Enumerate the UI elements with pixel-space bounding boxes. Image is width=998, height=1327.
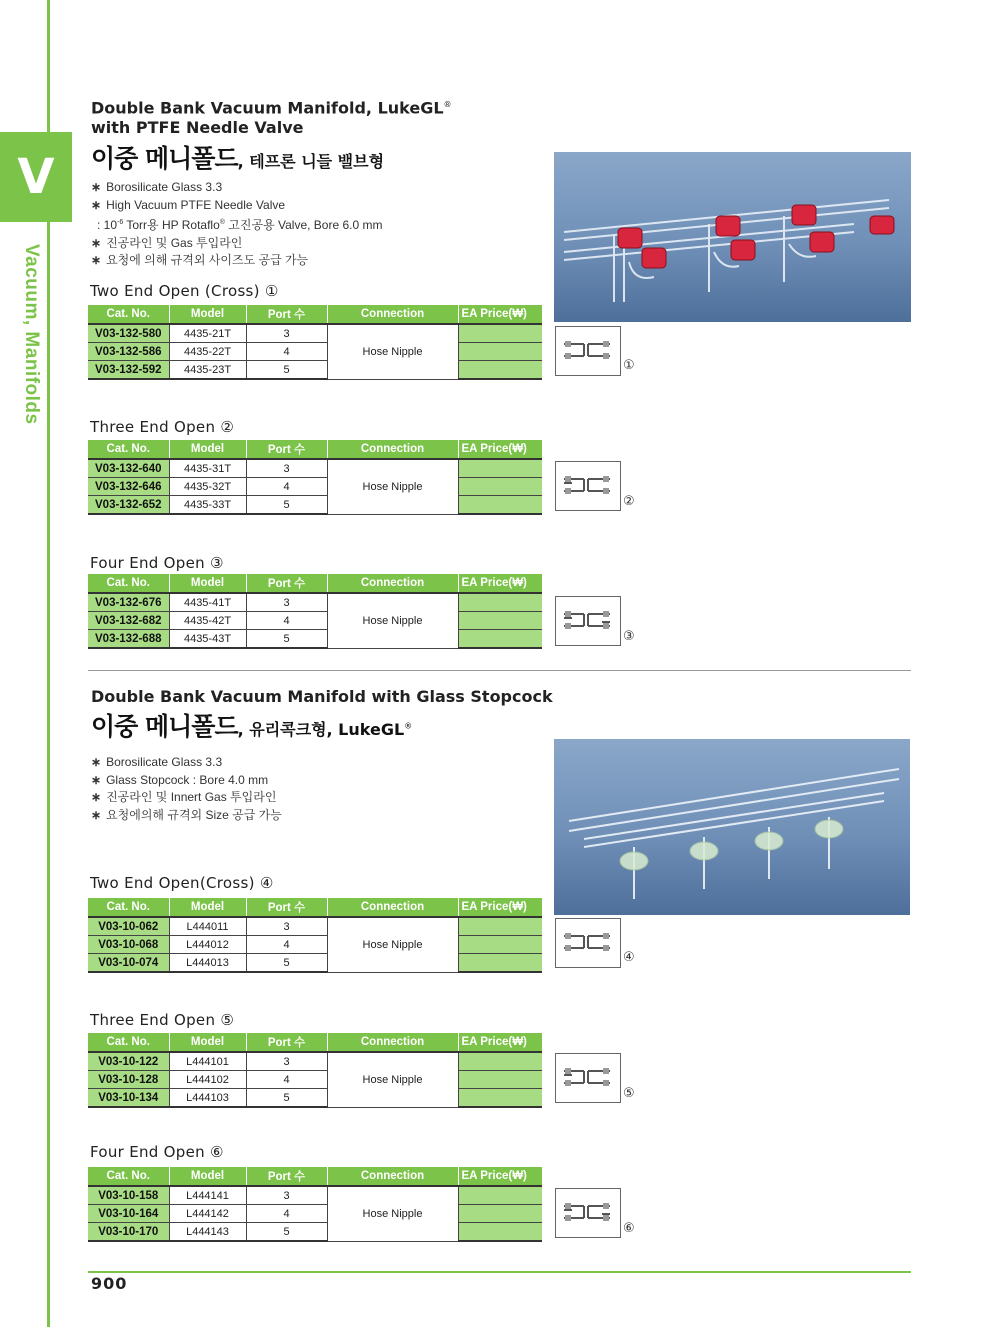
header-cat-no: Cat. No.: [88, 1167, 169, 1186]
cell-cat-no: V03-132-592: [88, 361, 169, 380]
cell-price: [458, 1071, 542, 1089]
header-port: Port 수: [246, 1167, 327, 1186]
nipple-end: [603, 1080, 609, 1086]
hose-fitting-icon: [560, 334, 616, 368]
header-connection: Connection: [327, 1033, 458, 1052]
registered-mark: ®: [219, 219, 225, 226]
spec-table: [88, 1167, 542, 1242]
cell-port: 4: [246, 1071, 327, 1089]
table-row: [88, 593, 542, 612]
cell-price: [458, 936, 542, 954]
cell-port: 5: [246, 954, 327, 973]
cell-price: [458, 361, 542, 380]
section2-korean-sub: , 유리콕크형, LukeGL: [237, 720, 405, 739]
cell-price: [458, 630, 542, 649]
bullet-subitem: [91, 214, 382, 235]
table-row: [88, 630, 542, 649]
figure-marker: ⑥: [623, 1221, 635, 1236]
cell-port: 5: [246, 496, 327, 515]
cell-port: 3: [246, 1186, 327, 1205]
cell-model: 4435-22T: [169, 343, 246, 361]
cell-cat-no: V03-10-068: [88, 936, 169, 954]
table-row: [88, 343, 542, 361]
header-model: Model: [169, 898, 246, 917]
figure-marker: ④: [623, 950, 635, 965]
cell-price: [458, 1223, 542, 1242]
fitting-thumbnail: [555, 918, 621, 968]
cell-model: L444013: [169, 954, 246, 973]
header-port: Port 수: [246, 574, 327, 593]
header-port: Port 수: [246, 440, 327, 459]
table-row: [88, 1186, 542, 1205]
header-model: Model: [169, 574, 246, 593]
figure-marker: ③: [623, 629, 635, 644]
section2-bullets: [91, 754, 282, 824]
footer-rule: [88, 1271, 911, 1273]
cell-port: 5: [246, 1223, 327, 1242]
cell-model: 4435-43T: [169, 630, 246, 649]
table-title: Three End Open ②: [90, 418, 235, 436]
header-price: EA Price(₩): [458, 440, 542, 459]
cell-price: [458, 343, 542, 361]
hose-fitting-icon: [560, 1196, 616, 1230]
cell-cat-no: V03-10-170: [88, 1223, 169, 1242]
cell-model: L444012: [169, 936, 246, 954]
cell-model: 4435-42T: [169, 612, 246, 630]
header-model: Model: [169, 440, 246, 459]
cell-port: 3: [246, 593, 327, 612]
table-row: [88, 936, 542, 954]
nipple-end: [565, 611, 571, 617]
cell-connection: Hose Nipple: [327, 1052, 458, 1107]
cell-port: 5: [246, 630, 327, 649]
cell-cat-no: V03-132-586: [88, 343, 169, 361]
cell-price: [458, 954, 542, 973]
header-price: EA Price(₩): [458, 898, 542, 917]
nipple-end: [565, 341, 571, 347]
nipple-end: [565, 1068, 571, 1074]
cell-model: L444101: [169, 1052, 246, 1071]
cell-price: [458, 917, 542, 936]
cell-model: L444102: [169, 1071, 246, 1089]
cell-port: 3: [246, 459, 327, 478]
table-row: [88, 612, 542, 630]
cell-cat-no: V03-132-580: [88, 324, 169, 343]
cell-port: 5: [246, 361, 327, 380]
cell-model: L444143: [169, 1223, 246, 1242]
cell-cat-no: V03-10-062: [88, 917, 169, 936]
page-number: 900: [91, 1274, 128, 1293]
cell-cat-no: V03-132-682: [88, 612, 169, 630]
chapter-tab: [0, 132, 72, 222]
header-price: EA Price(₩): [458, 574, 542, 593]
cell-price: [458, 496, 542, 515]
table-row: [88, 1071, 542, 1089]
bullet-item: ∗ Borosilicate Glass 3.3: [91, 179, 382, 197]
cell-price: [458, 478, 542, 496]
spec-table: [88, 1033, 542, 1108]
nipple-end: [565, 488, 571, 494]
section2-korean-main: 이중 메니폴드: [91, 712, 238, 741]
cell-connection: Hose Nipple: [327, 917, 458, 972]
section1-title-line2: with PTFE Needle Valve: [91, 118, 304, 138]
figure-marker: ⑤: [623, 1086, 635, 1101]
nipple-end: [603, 1068, 609, 1074]
hose-fitting-icon: [560, 604, 616, 638]
section1-title: [91, 95, 452, 138]
hose-fitting-icon: [560, 1061, 616, 1095]
nipple-end: [565, 623, 571, 629]
cell-price: [458, 459, 542, 478]
nipple-end: [565, 1080, 571, 1086]
nipple-end: [603, 1203, 609, 1209]
cell-model: L444103: [169, 1089, 246, 1108]
section1-korean-title: [91, 139, 384, 175]
fitting-thumbnail: [555, 326, 621, 376]
cell-model: 4435-33T: [169, 496, 246, 515]
chapter-vertical-label: Vacuum, Manifolds: [21, 244, 42, 425]
cell-price: [458, 1089, 542, 1108]
nipple-end: [603, 611, 609, 617]
registered-mark: ®: [443, 100, 452, 109]
cell-port: 4: [246, 1205, 327, 1223]
cell-model: 4435-32T: [169, 478, 246, 496]
section2-title: Double Bank Vacuum Manifold with Glass Stopcock: [91, 687, 553, 706]
spec-table: [88, 574, 542, 649]
bullet-item: ∗ 요청에 의해 규격외 사이즈도 공급 가능: [91, 252, 382, 270]
table-row: [88, 459, 542, 478]
nipple-end: [603, 488, 609, 494]
table-row: [88, 324, 542, 343]
cell-price: [458, 593, 542, 612]
table-row: [88, 1205, 542, 1223]
spec-table: [88, 898, 542, 973]
cell-port: 4: [246, 612, 327, 630]
table-row: [88, 496, 542, 515]
bullet-item: ∗ 진공라인 및 Innert Gas 투입라인: [91, 789, 282, 807]
header-cat-no: Cat. No.: [88, 305, 169, 324]
header-connection: Connection: [327, 1167, 458, 1186]
nipple-end: [565, 476, 571, 482]
cell-price: [458, 612, 542, 630]
header-price: EA Price(₩): [458, 1167, 542, 1186]
cell-cat-no: V03-132-646: [88, 478, 169, 496]
header-cat-no: Cat. No.: [88, 574, 169, 593]
cell-port: 4: [246, 343, 327, 361]
table-row: [88, 361, 542, 380]
cell-cat-no: V03-132-640: [88, 459, 169, 478]
fitting-thumbnail: [555, 461, 621, 511]
cell-port: 3: [246, 1052, 327, 1071]
sub-exponent: -6: [117, 219, 124, 226]
cell-price: [458, 1205, 542, 1223]
registered-mark: ®: [404, 721, 413, 731]
cell-connection: Hose Nipple: [327, 324, 458, 379]
cell-port: 3: [246, 324, 327, 343]
nipple-end: [603, 476, 609, 482]
header-port: Port 수: [246, 898, 327, 917]
nipple-end: [565, 933, 571, 939]
figure-marker: ①: [623, 358, 635, 373]
cell-port: 4: [246, 936, 327, 954]
chapter-letter: V: [17, 149, 55, 205]
spec-table: [88, 440, 542, 515]
cell-model: L444141: [169, 1186, 246, 1205]
cell-model: 4435-41T: [169, 593, 246, 612]
nipple-end: [603, 353, 609, 359]
cell-cat-no: V03-10-122: [88, 1052, 169, 1071]
section1-bullets: [91, 179, 382, 270]
table-title: Four End Open ⑥: [90, 1143, 224, 1161]
fitting-thumbnail: [555, 1188, 621, 1238]
table-row: [88, 1089, 542, 1108]
bullet-item: ∗ Glass Stopcock : Bore 4.0 mm: [91, 772, 282, 790]
cell-model: L444142: [169, 1205, 246, 1223]
cell-model: 4435-21T: [169, 324, 246, 343]
fitting-thumbnail: [555, 596, 621, 646]
cell-price: [458, 1186, 542, 1205]
bullet-item: ∗ Borosilicate Glass 3.3: [91, 754, 282, 772]
sub-suffix: 고진공용 Valve, Bore 6.0 mm: [224, 218, 383, 232]
cell-cat-no: V03-10-164: [88, 1205, 169, 1223]
header-connection: Connection: [327, 574, 458, 593]
nipple-end: [603, 623, 609, 629]
bullet-item: ∗ 요청에의해 규격외 Size 공급 가능: [91, 807, 282, 825]
nipple-end: [603, 341, 609, 347]
hose-fitting-icon: [560, 469, 616, 503]
bullet-item: ∗ High Vacuum PTFE Needle Valve: [91, 197, 382, 215]
section1-title-line1: Double Bank Vacuum Manifold, LukeGL: [91, 98, 444, 118]
header-model: Model: [169, 1167, 246, 1186]
table-row: [88, 917, 542, 936]
cell-price: [458, 324, 542, 343]
section1-korean-main: 이중 메니폴드: [91, 144, 238, 173]
header-price: EA Price(₩): [458, 305, 542, 324]
cell-connection: Hose Nipple: [327, 1186, 458, 1241]
manifold-glass-stopcock-illustration: [554, 739, 910, 915]
table-row: [88, 1052, 542, 1071]
header-cat-no: Cat. No.: [88, 440, 169, 459]
manifold-red-valve-illustration: [554, 152, 911, 322]
product-photo-glass-stopcock: [554, 739, 910, 915]
nipple-end: [603, 945, 609, 951]
product-photo-needle-valve: [554, 152, 911, 322]
cell-port: 5: [246, 1089, 327, 1108]
header-cat-no: Cat. No.: [88, 1033, 169, 1052]
cell-port: 3: [246, 917, 327, 936]
nipple-end: [565, 1215, 571, 1221]
bullet-item: ∗ 진공라인 및 Gas 투입라인: [91, 235, 382, 253]
cell-cat-no: V03-132-652: [88, 496, 169, 515]
section2-korean-title: [91, 707, 412, 743]
cell-model: L444011: [169, 917, 246, 936]
table-row: [88, 1223, 542, 1242]
nipple-end: [565, 945, 571, 951]
header-model: Model: [169, 1033, 246, 1052]
header-port: Port 수: [246, 305, 327, 324]
spec-table: [88, 305, 542, 380]
table-title: Two End Open(Cross) ④: [90, 874, 274, 892]
sub-prefix: : 10: [97, 218, 118, 232]
sub-mid: Torr용 HP Rotaflo: [123, 218, 220, 232]
section-divider: [88, 670, 911, 671]
cell-cat-no: V03-10-074: [88, 954, 169, 973]
table-row: [88, 954, 542, 973]
table-title: Four End Open ③: [90, 554, 224, 572]
fitting-thumbnail: [555, 1053, 621, 1103]
cell-cat-no: V03-132-676: [88, 593, 169, 612]
nipple-end: [565, 1203, 571, 1209]
cell-model: 4435-31T: [169, 459, 246, 478]
table-title: Two End Open (Cross) ①: [90, 282, 279, 300]
cell-cat-no: V03-10-128: [88, 1071, 169, 1089]
header-price: EA Price(₩): [458, 1033, 542, 1052]
nipple-end: [565, 353, 571, 359]
cell-cat-no: V03-10-134: [88, 1089, 169, 1108]
hose-fitting-icon: [560, 926, 616, 960]
section1-korean-sub: , 테프론 니들 밸브형: [237, 152, 385, 171]
figure-marker: ②: [623, 494, 635, 509]
cell-cat-no: V03-10-158: [88, 1186, 169, 1205]
nipple-end: [603, 933, 609, 939]
cell-connection: Hose Nipple: [327, 459, 458, 514]
header-connection: Connection: [327, 305, 458, 324]
table-row: [88, 478, 542, 496]
nipple-end: [603, 1215, 609, 1221]
cell-cat-no: V03-132-688: [88, 630, 169, 649]
cell-price: [458, 1052, 542, 1071]
header-connection: Connection: [327, 898, 458, 917]
cell-port: 4: [246, 478, 327, 496]
header-port: Port 수: [246, 1033, 327, 1052]
cell-model: 4435-23T: [169, 361, 246, 380]
header-connection: Connection: [327, 440, 458, 459]
table-title: Three End Open ⑤: [90, 1011, 235, 1029]
header-cat-no: Cat. No.: [88, 898, 169, 917]
header-model: Model: [169, 305, 246, 324]
cell-connection: Hose Nipple: [327, 593, 458, 648]
